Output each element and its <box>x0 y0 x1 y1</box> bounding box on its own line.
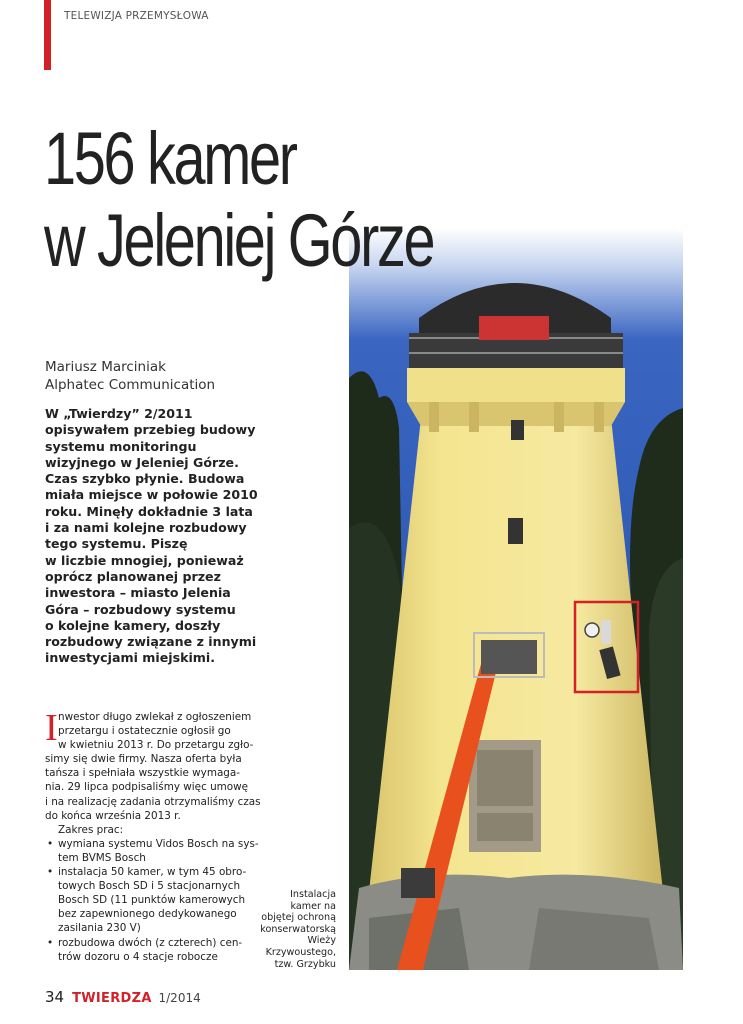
list-item <box>45 837 260 865</box>
page-footer <box>45 988 201 1006</box>
lead-line: inwestora – miasto Jelenia <box>45 585 231 601</box>
body-line: nia. 29 lipca podpisaliśmy więc umowę <box>45 781 249 794</box>
lead-line: tego systemu. Piszę <box>45 536 188 552</box>
title-line-1: 156 kamer <box>44 117 296 200</box>
list-item <box>45 936 260 964</box>
body-line: przetargu i ostatecznie ogłosił go <box>58 725 231 738</box>
caption-line: tzw. Grzybku <box>274 958 336 970</box>
list-item-line: • instalacja 50 kamer, w tym 45 obro- <box>58 866 247 879</box>
lead-line: i za nami kolejne rozbudowy <box>45 520 247 536</box>
body-line: w kwietniu 2013 r. Do przetargu zgło- <box>58 739 254 752</box>
body-line: do końca września 2013 r. <box>45 809 181 822</box>
section-label: TELEWIZJA PRZEMYSŁOWA <box>64 10 209 22</box>
lead-line: miała miejsce w połowie 2010 <box>45 487 258 503</box>
scope-label: Zakres prac: <box>58 823 124 836</box>
lead-line: opisywałem przebieg budowy <box>45 422 256 438</box>
body-line: nwestor długo zwlekał z ogłoszeniem <box>58 711 252 723</box>
lead-line: w liczbie mnogiej, ponieważ <box>45 552 244 568</box>
list-item <box>45 865 260 935</box>
body-line: simy się dwie firmy. Nasza oferta była <box>45 753 242 766</box>
issue-number: 1/2014 <box>158 991 201 1005</box>
lead-line: systemu monitoringu <box>45 438 197 454</box>
lead-line: o kolejne kamery, doszły <box>45 617 221 633</box>
author-company: Alphatec Communication <box>45 377 216 393</box>
caption-line: kamer na <box>290 900 336 912</box>
author-name: Mariusz Marciniak <box>45 359 166 375</box>
list-item-line: Bosch SD (11 punktów kamerowych <box>58 894 246 907</box>
lead-line: rozbudowy związane z innymi <box>45 634 257 650</box>
lead-line: W „Twierdzy” 2/2011 <box>45 406 193 421</box>
article-body <box>45 707 261 964</box>
list-item-line: towych Bosch SD i 5 stacjonarnych <box>58 880 241 893</box>
caption-line: Instalacja <box>290 889 336 900</box>
title-line-2: w Jeleniej Górze <box>44 199 434 282</box>
magazine-name: TWIERDZA <box>72 991 152 1006</box>
lead-line: oprócz planowanej przez <box>45 568 221 584</box>
article-title <box>44 118 433 282</box>
caption-line: Krzywoustego, <box>265 946 336 958</box>
list-item-line: • wymiana systemu Vidos Bosch na sys- <box>58 837 259 850</box>
drop-cap: I <box>45 707 58 749</box>
author-block <box>45 358 215 394</box>
list-item-line: zasilania 230 V) <box>58 922 141 935</box>
lead-line: inwestycjami miejskimi. <box>45 650 215 666</box>
lead-line: Czas szybko płynie. Budowa <box>45 471 245 487</box>
section-accent-bar <box>44 0 51 70</box>
lead-paragraph <box>45 406 260 667</box>
list-item-line: tem BVMS Bosch <box>58 851 146 864</box>
caption-line: konserwatorską <box>260 923 336 935</box>
lead-line: Góra – rozbudowy systemu <box>45 601 236 617</box>
caption-line: Wieży <box>307 935 336 947</box>
scope-list <box>45 837 260 964</box>
photo-caption <box>260 889 336 970</box>
page-number: 34 <box>45 988 65 1006</box>
tower-photo <box>349 228 683 970</box>
body-line: i na realizację zadania otrzymaliśmy czas <box>45 795 261 808</box>
body-line: tańsza i spełniała wszystkie wymaga- <box>45 767 241 780</box>
list-item-line: trów dozoru o 4 stacje robocze <box>58 950 218 963</box>
caption-line: objętej ochroną <box>261 912 336 924</box>
list-item-line: • rozbudowa dwóch (z czterech) cen- <box>58 936 243 949</box>
lead-line: wizyjnego w Jeleniej Górze. <box>45 454 239 470</box>
list-item-line: bez zapewnionego dedykowanego <box>58 908 237 921</box>
lead-line: roku. Minęły dokładnie 3 lata <box>45 503 253 519</box>
